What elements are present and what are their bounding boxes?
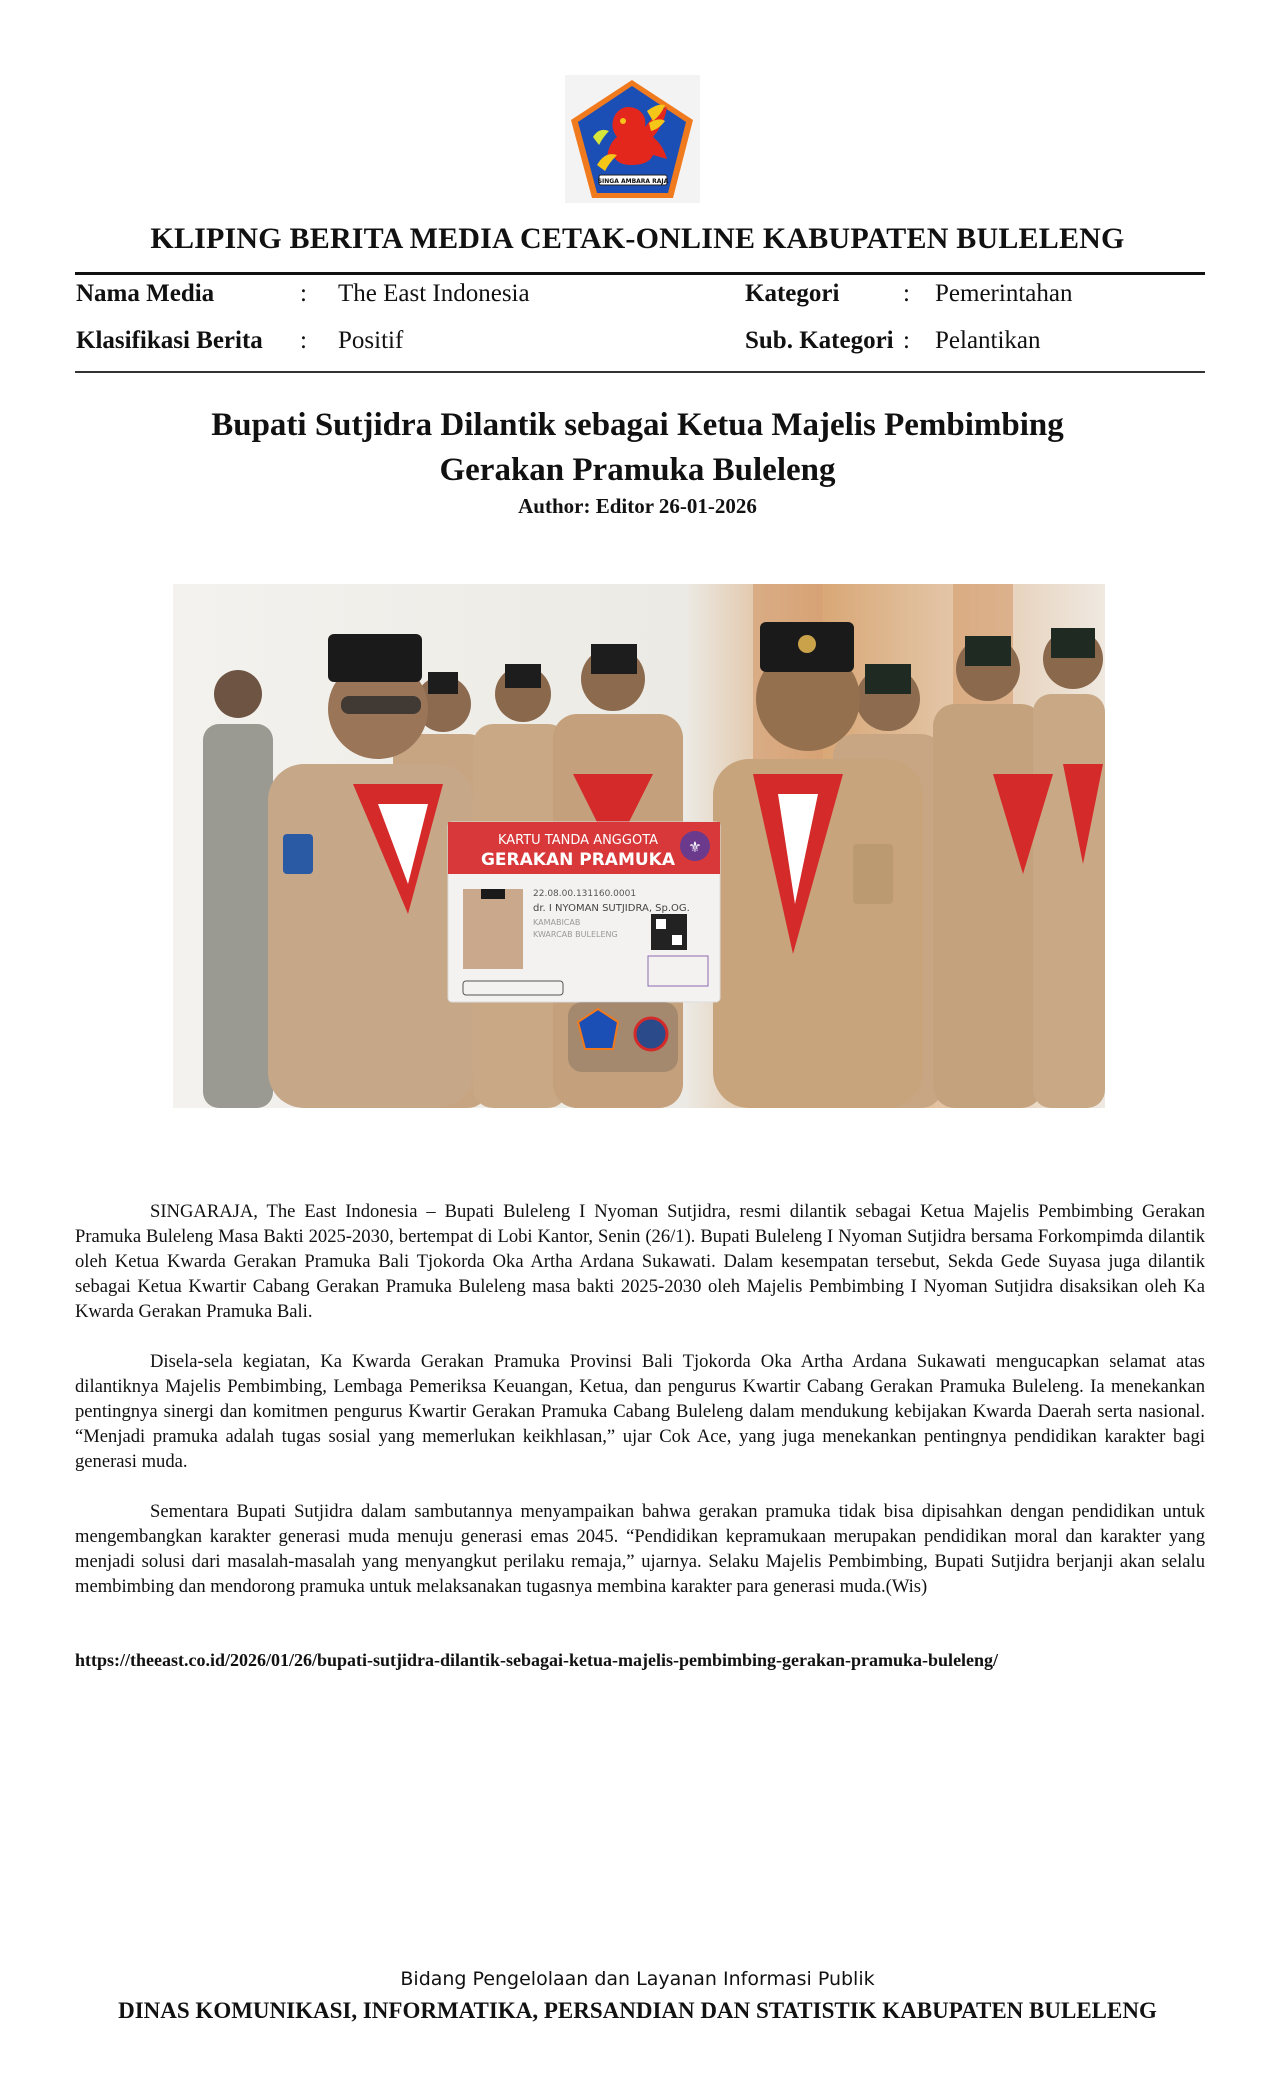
buleleng-crest-logo <box>565 75 700 203</box>
card-role: KAMABICAB <box>533 918 581 927</box>
card-heading-2: GERAKAN PRAMUKA <box>480 850 676 870</box>
meta-row-1 <box>0 280 1275 314</box>
klasifikasi-colon: : <box>300 327 307 354</box>
source-url-link[interactable]: https://theeast.co.id/2026/01/26/bupati-sutjidra-dilantik-sebagai-ketua-majelis-pembimbing-gerakan-pramuka-buleleng/ <box>75 1650 999 1670</box>
kategori-colon: : <box>903 280 910 307</box>
header-top-divider <box>75 272 1205 275</box>
clipping-title: KLIPING BERITA MEDIA CETAK-ONLINE KABUPATEN BULELENG <box>150 222 1125 255</box>
article-paragraph: SINGARAJA, The East Indonesia – Bupati Buleleng I Nyoman Sutjidra, resmi dilantik sebagai Ketua Majelis Pembimbing Gerakan Pramuka Buleleng Masa Bakti 2025-2030, bertempat di Lobi Kantor, Senin (26/1). Bupati Buleleng I Nyoman Sutjidra bersama Forkompimda dilantik oleh Ketua Kwarda Gerakan Pramuka Bali Tjokorda Oka Artha Ardana Sukawati. Dalam kesempatan tersebut, Sekda Gede Suyasa juga dilantik sebagai Ketua Kwartir Cabang Gerakan Pramuka Buleleng masa bakti 2025-2030 oleh Majelis Pembimbing I Nyoman Sutjidra disaksikan oleh Ka Kwarda Gerakan Pramuka Bali. <box>75 1201 1205 1322</box>
sub-kategori-colon: : <box>903 327 910 354</box>
article-title <box>100 403 1175 493</box>
article-author-date: Author: Editor 26-01-2026 <box>518 494 757 518</box>
card-name: dr. I NYOMAN SUTJIDRA, Sp.OG. <box>533 903 690 914</box>
article-body <box>75 1199 1205 1624</box>
sub-kategori-label: Sub. Kategori <box>745 327 894 354</box>
klasifikasi-value: Positif <box>338 327 404 354</box>
article-paragraph: Sementara Bupati Sutjidra dalam sambutannya menyampaikan bahwa gerakan pramuka tidak bisa dipisahkan dengan pendidikan untuk mengembangkan karakter generasi muda menuju generasi emas 2045. “Pendidikan kepramukaan merupakan pendidikan moral dan karakter yang menjadi solusi dari masalah-masalah yang menyangkut perilaku remaja,” ujarnya. Selaku Majelis Pembimbing, Bupati Sutjidra berjanji akan selalu membimbing dan mendorong pramuka untuk melaksanakan tugasnya membina karakter para generasi muda.(Wis) <box>75 1501 1205 1597</box>
article-paragraph: Disela-sela kegiatan, Ka Kwarda Gerakan Pramuka Provinsi Bali Tjokorda Oka Artha Ardana Sukawati mengucapkan selamat atas dilantiknya Majelis Pembimbing, Lembaga Pemeriksa Keuangan, Ketua, dan pengurus Kwartir Cabang Gerakan Pramuka Buleleng. Ia menekankan pentingnya sinergi dan komitmen pengurus Kwartir Gerakan Pramuka Cabang Buleleng dalam mendukung kebijakan Kwarda Daerah serta nasional. “Menjadi pramuka adalah tugas sosial yang memerlukan keikhlasan,” ujar Cok Ace, yang juga menekankan pentingnya pendidikan karakter bagi generasi muda. <box>75 1351 1205 1472</box>
footer-department: Bidang Pengelolaan dan Layanan Informasi Publik <box>400 1968 875 1990</box>
kategori-value: Pemerintahan <box>935 280 1073 307</box>
article-title-line-1: Bupati Sutjidra Dilantik sebagai Ketua Majelis Pembimbing <box>211 407 1064 443</box>
nama-media-value: The East Indonesia <box>338 280 530 307</box>
article-title-line-2: Gerakan Pramuka Buleleng <box>439 452 836 488</box>
card-heading-1: KARTU TANDA ANGGOTA <box>497 833 659 848</box>
svg-text:⚜: ⚜ <box>688 840 702 856</box>
card-number: 22.08.00.131160.0001 <box>533 889 637 899</box>
singa-ambara-raja-crest-icon <box>565 75 700 203</box>
card-unit: KWARCAB BULELENG <box>533 930 618 939</box>
nama-media-colon: : <box>300 280 307 307</box>
nama-media-label: Nama Media <box>76 280 215 307</box>
header-bottom-divider <box>75 371 1205 373</box>
klasifikasi-label: Klasifikasi Berita <box>76 327 263 354</box>
meta-row-2 <box>0 327 1275 361</box>
scout-ceremony-photo <box>173 584 1105 1108</box>
article-photo <box>173 584 1105 1108</box>
footer-agency: DINAS KOMUNIKASI, INFORMATIKA, PERSANDIAN DAN STATISTIK KABUPATEN BULELENG <box>118 1998 1157 2023</box>
membership-card <box>448 822 720 1002</box>
sub-kategori-value: Pelantikan <box>935 327 1041 354</box>
crest-motto: SINGA AMBARA RAJA <box>597 178 669 185</box>
kategori-label: Kategori <box>745 280 840 307</box>
